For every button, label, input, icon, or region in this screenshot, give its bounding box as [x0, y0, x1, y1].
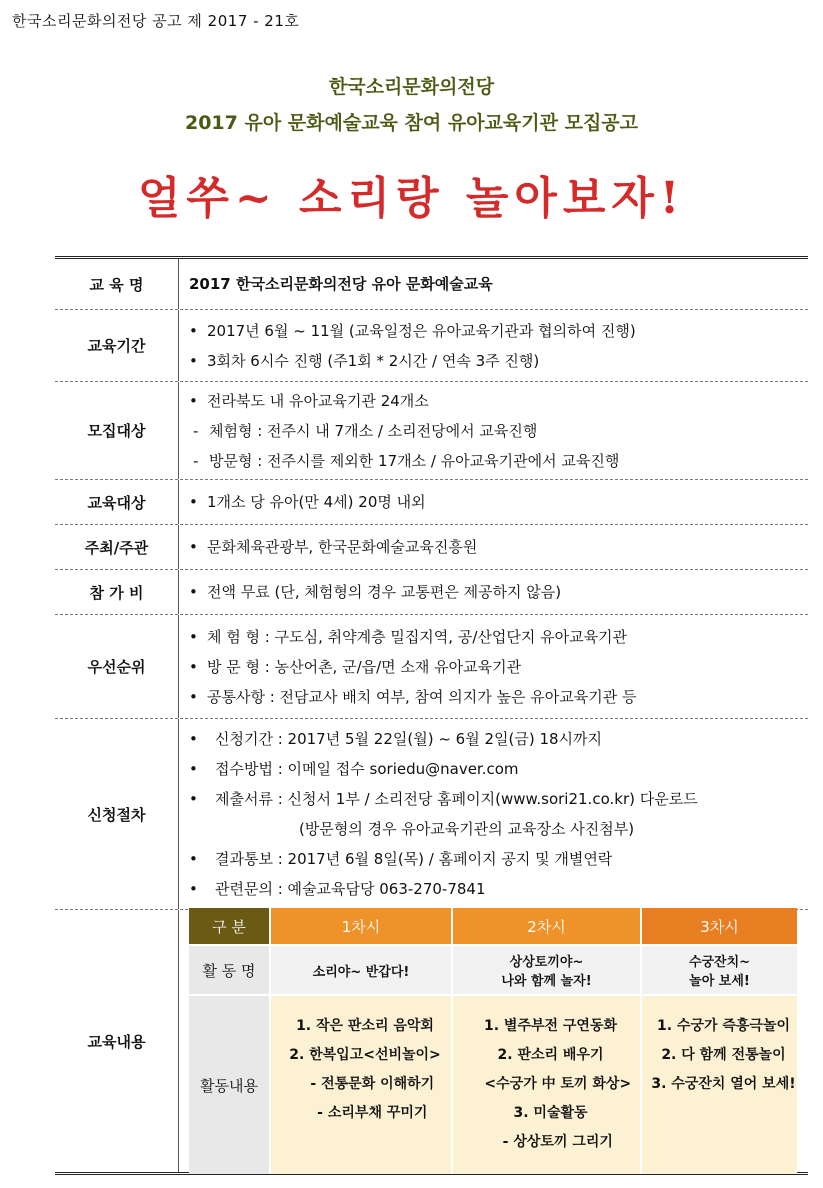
organization-name: 한국소리문화의전당: [328, 76, 495, 98]
list-item: • 전액 무료 (단, 체험형의 경우 교통편은 제공하지 않음): [189, 583, 562, 601]
list-item: • 3회차 6시수 진행 (주1회 * 2시간 / 연속 3주 진행): [189, 351, 540, 370]
activity-content-1: [270, 995, 452, 1174]
list-item: • 문화체육관광부, 한국문화예술교육진흥원: [189, 538, 478, 556]
activity-line: 1. 별주부전 구연동화: [484, 1018, 617, 1034]
activity-content-3: [641, 995, 797, 1174]
row-label: 주최/주관: [55, 525, 179, 569]
slogan: 얼쑤~ 소리랑 놀아보자!: [137, 173, 686, 224]
submission-note: (방문형의 경우 유아교육기관의 교육장소 사진첨부): [299, 820, 635, 838]
activity-line: 1. 작은 판소리 음악회: [296, 1018, 434, 1034]
row-target: [55, 480, 808, 525]
activity-line: - 상상토끼 그리기: [488, 1134, 613, 1150]
row-period: [55, 310, 808, 382]
list-item: • 1개소 당 유아(만 4세) 20명 내외: [189, 493, 426, 511]
row-content: [55, 910, 808, 1175]
row-label: 교육내용: [55, 910, 179, 1172]
list-item: • 관련문의 : 예술교육담당 063-270-7841: [189, 880, 486, 898]
activity-line: 1. 수궁가 즉흥극놀이: [657, 1018, 790, 1034]
row-label: 교육기간: [55, 310, 179, 381]
list-item: • 전라북도 내 유아교육기관 24개소: [189, 391, 429, 410]
activity-line: 3. 수궁잔치 열어 보세!: [651, 1076, 796, 1092]
header-session-1: 1차시: [270, 908, 452, 945]
activity-line: - 전통문화 이해하기: [295, 1076, 435, 1092]
list-item: - 체험형 : 전주시 내 7개소 / 소리전당에서 교육진행: [193, 421, 538, 440]
row-program-name: [55, 259, 808, 310]
program-name: 2017 한국소리문화의전당 유아 문화예술교육: [189, 275, 493, 293]
row-label: 교육대상: [55, 480, 179, 524]
list-item: • 체 험 형 : 구도심, 취약계층 밀집지역, 공/산업단지 유아교육기관: [189, 627, 628, 646]
notice-title: 2017 유아 문화예술교육 참여 유아교육기관 모집공고: [184, 112, 639, 134]
list-item: • 결과통보 : 2017년 6월 8일(목) / 홈페이지 공지 및 개별연락: [189, 850, 613, 868]
row-label: 교 육 명: [55, 259, 179, 309]
list-item: - 방문형 : 전주시를 제외한 17개소 / 유아교육기관에서 교육진행: [193, 451, 620, 470]
activity-line: <수궁가 中 토끼 화상>: [469, 1076, 632, 1092]
list-item: • 접수방법 : 이메일 접수 soriedu@naver.com: [189, 760, 519, 778]
info-table: [55, 256, 808, 1175]
list-item: • 제출서류 : 신청서 1부 / 소리전당 홈페이지(www.sori21.co.kr) 다운로드: [189, 790, 698, 808]
row-label: 우선순위: [55, 615, 179, 718]
row-host: [55, 525, 808, 570]
list-item: • 공통사항 : 전담교사 배치 여부, 참여 의지가 높은 유아교육기관 등: [189, 687, 637, 706]
activity-name-2: 상상토끼야~ 나와 함께 놀자!: [452, 945, 641, 995]
list-item: • 신청기간 : 2017년 5월 22일(월) ~ 6월 2일(금) 18시까지: [189, 730, 603, 748]
activity-line: 2. 판소리 배우기: [497, 1047, 604, 1063]
list-item: • 2017년 6월 ~ 11월 (교육일정은 유아교육기관과 협의하여 진행): [189, 321, 636, 340]
row-apply: [55, 719, 808, 910]
row-priority: [55, 615, 808, 719]
header-category: 구 분: [189, 908, 270, 945]
activity-name-3: 수궁잔치~ 놀아 보세!: [641, 945, 797, 995]
row-label: 모집대상: [55, 382, 179, 479]
activity-line: 3. 미술활동: [513, 1105, 588, 1121]
activity-name-label: 활 동 명: [189, 945, 270, 995]
row-label: 신청절차: [55, 719, 179, 909]
row-label: 참 가 비: [55, 570, 179, 614]
row-fee: [55, 570, 808, 615]
curriculum-table: [189, 908, 797, 1174]
header-session-2: 2차시: [452, 908, 641, 945]
list-item: • 방 문 형 : 농산어촌, 군/읍/면 소재 유아교육기관: [189, 657, 522, 676]
activity-content-2: [452, 995, 641, 1174]
activity-content-label: 활동내용: [189, 995, 270, 1174]
header-session-3: 3차시: [641, 908, 797, 945]
activity-line: 2. 다 함께 전통놀이: [661, 1047, 786, 1063]
row-recruit: [55, 382, 808, 480]
document-number: 한국소리문화의전당 공고 제 2017 - 21호: [12, 12, 300, 30]
activity-name-1: 소리야~ 반갑다!: [270, 945, 452, 995]
activity-line: - 소리부채 꾸미기: [302, 1105, 428, 1121]
activity-line: 2. 한복입고<선비놀이>: [289, 1047, 441, 1063]
